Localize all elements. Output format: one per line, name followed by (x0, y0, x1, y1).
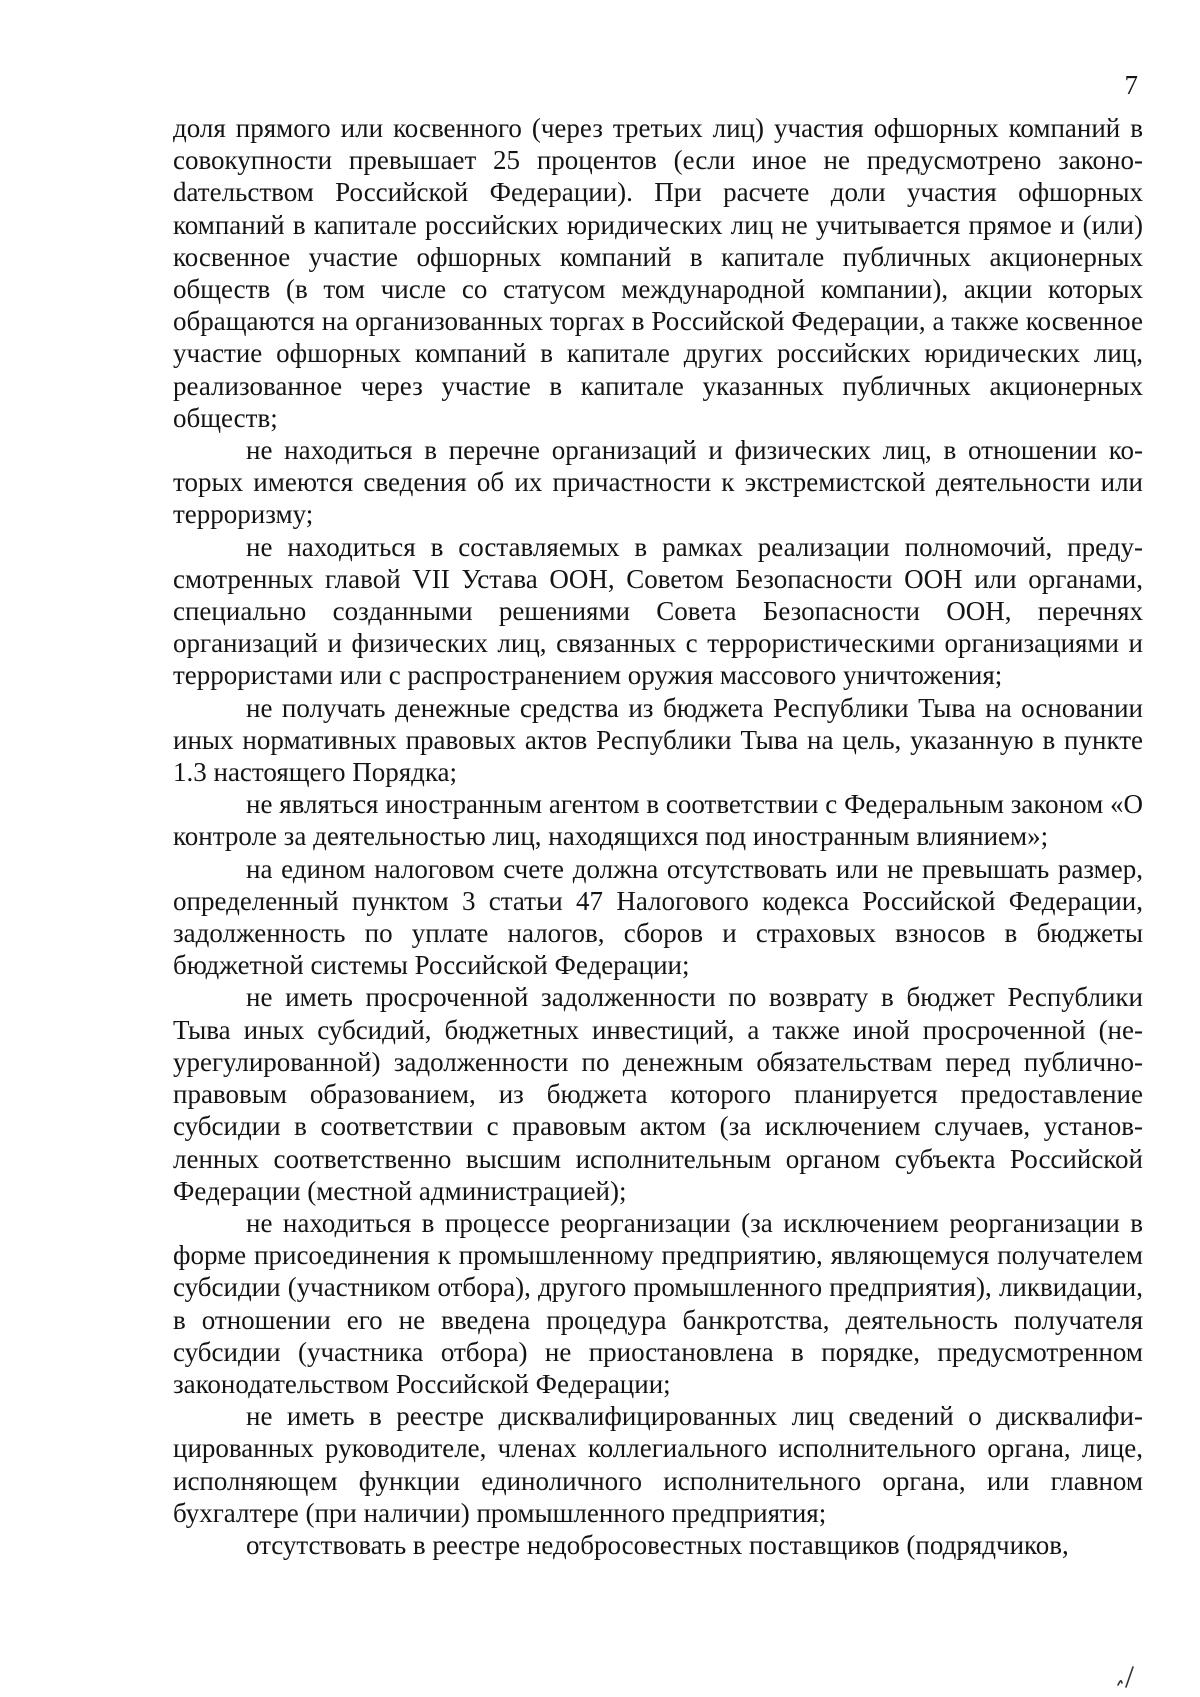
paragraph: не иметь просроченной задолженности по возврату в бюджет Республики Тыва иных субсидий, бюджетных инвестиций, а также иной просроченной (неурегулированной) задолженности по денежным обязательствам перед публично-правовым образованием, из бюджета которого планируется предоставление субсидии в соответствии с правовым актом (за исключением случаев, установленных соответственно высшим исполнительным органом субъекта Российской Федерации (местной администрацией); (173, 982, 1143, 1206)
paragraph: отсутствовать в реестре недобросовестных поставщиков (подрядчиков, (246, 1529, 1069, 1560)
document-body (173, 112, 1143, 1561)
page-number: 7 (1124, 70, 1138, 100)
paragraph: не находиться в процессе реорганизации (за исключением реорганизации в форме присоединения к промышленному предприятию, являющемуся получателем субсидии (участником отбора), другого промышленного предприятия), ликвидации, в отношении его не введена процедура банкротства, деятельность получателя субсидии (участника отбора) не приостановлена в порядке, предусмотренном законодательством Российской Федерации; (173, 1207, 1143, 1399)
paragraph: не иметь в реестре дисквалифицированных лиц сведений о дисквалифицированных руководителе, членах коллегиального исполнительного органа, лице, исполняющем функции единоличного исполнительного органа, или главном бухгалтере (при наличии) промышленного предприятия; (173, 1401, 1143, 1528)
paragraph: не находиться в составляемых в рамках реализации полномочий, предусмотренных главой VII Устава ООН, Советом Безопасности ООН или органами, специально созданными решениями Совета Безопасности ООН, перечнях организаций и физических лиц, связанных с террористическими организациями и террористами или с распространением оружия массового уничтожения; (173, 531, 1143, 691)
paragraph: не находиться в перечне организаций и физических лиц, в отношении которых имеются сведения об их причастности к экстремистской деятельности или терроризму; (173, 435, 1143, 530)
paragraph: не являться иностранным агентом в соответствии с Федеральным законом «О контроле за деятельностью лиц, находящихся под иностранным влиянием»; (173, 789, 1143, 852)
paragraph: не получать денежные средства из бюджета Республики Тыва на основании иных нормативных правовых актов Республики Тыва на цель, указанную в пункте 1.3 настоящего Порядка; (173, 692, 1143, 788)
paragraph: на едином налоговом счете должна отсутствовать или не превышать размер, определенный пунктом 3 статьи 47 Налогового кодекса Российской Федерации, задолженность по уплате налогов, сборов и страховых взносов в бюджеты бюджетной системы Российской Федерации; (173, 853, 1143, 981)
handwritten-initial-mark (1114, 1663, 1138, 1689)
paragraph: доля прямого или косвенного (через третьих лиц) участия офшорных компаний в совокупности превышает 25 процентов (если иное не предусмотрено законоdательством Российской Федерации). При расчете доли участия офшорных компаний в капитале российских юридических лиц не учитывается прямое и (или) косвенное участие офшорных компаний в капитале публичных акционерных обществ (в том числе со статусом международной компании), акции которых обращаются на организованных торгах в Российской Федерации, а также косвенное участие офшорных компаний в капитале других российских юридических лиц, реализованное через участие в капитале указанных публичных акционерных обществ; (173, 113, 1143, 433)
